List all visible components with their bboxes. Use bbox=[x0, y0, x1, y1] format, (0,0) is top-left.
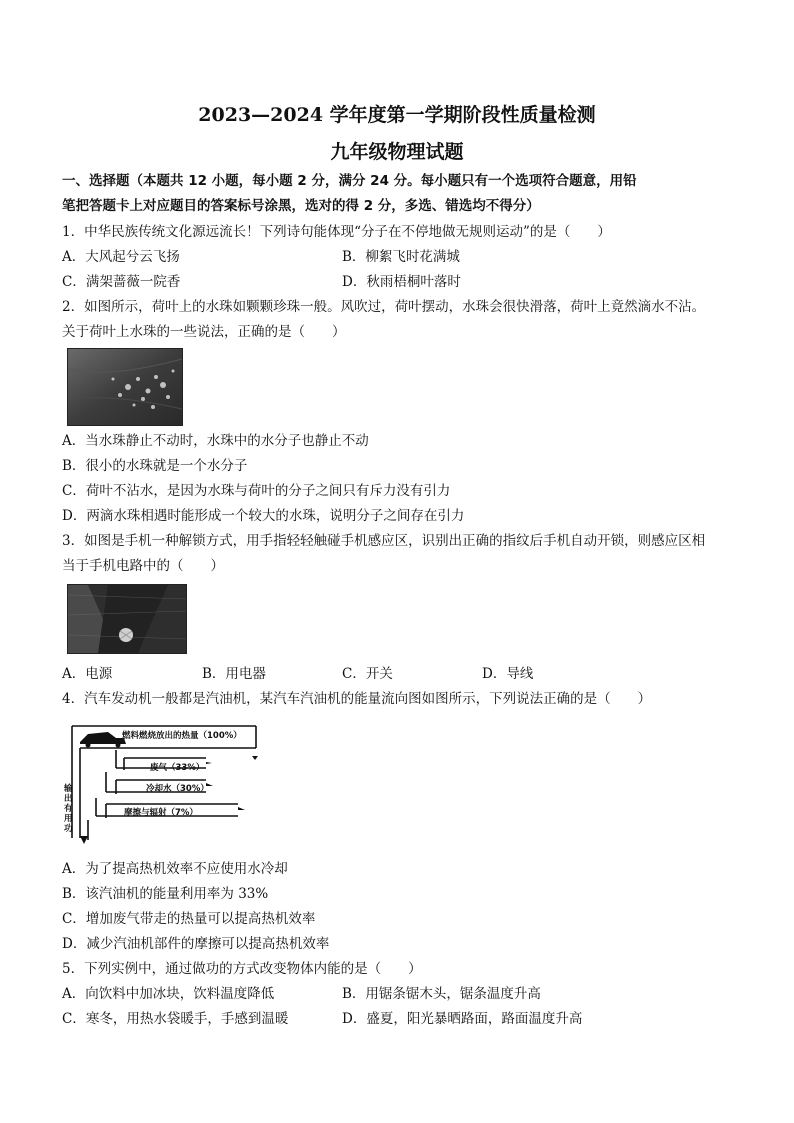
q5-option-c: C．寒冬，用热水袋暖手，手感到温暖 bbox=[62, 1011, 289, 1027]
q4-option-a: A．为了提高热机效率不应使用水冷却 bbox=[62, 861, 288, 877]
car-icon bbox=[80, 732, 126, 748]
q1-option-b: B．柳絮飞时花满城 bbox=[342, 249, 460, 265]
q1-option-a: A．大风起兮云飞扬 bbox=[62, 249, 180, 265]
q2-option-c: C．荷叶不沾水，是因为水珠与荷叶的分子之间只有斥力没有引力 bbox=[62, 483, 451, 499]
q3-option-b: B．用电器 bbox=[202, 666, 266, 682]
q3-option-d: D．导线 bbox=[482, 666, 534, 682]
q3-stem-line2: 当于手机电路中的（ ） bbox=[62, 558, 224, 574]
exam-title: 2023—2024 学年度第一学期阶段性质量检测 bbox=[198, 104, 596, 126]
diagram-friction-label: 摩擦与辐射（7%） bbox=[124, 808, 198, 818]
exam-subtitle: 九年级物理试题 bbox=[330, 141, 464, 163]
diagram-fuel-label: 燃料燃烧放出的热量（100%） bbox=[122, 731, 242, 741]
q2-stem-line1: 2．如图所示，荷叶上的水珠如颗颗珍珠一般。风吹过，荷叶摆动，水珠会很快滑落，荷叶上竟然滴水不沾。 bbox=[62, 299, 706, 315]
q3-option-a: A．电源 bbox=[62, 666, 113, 682]
q4-option-b: B．该汽油机的能量利用率为 33% bbox=[62, 886, 269, 902]
q1-options-row2 bbox=[62, 273, 742, 291]
q5-options-row1 bbox=[62, 985, 742, 1003]
energy-flow-diagram bbox=[66, 720, 266, 850]
q2-option-d: D．两滴水珠相遇时能形成一个较大的水珠，说明分子之间存在引力 bbox=[62, 508, 465, 524]
section-heading-line1: 一、选择题（本题共 12 小题，每小题 2 分，满分 24 分。每小题只有一个选项符合题意，用铅 bbox=[62, 173, 637, 189]
lotus-leaf-water-photo bbox=[67, 348, 183, 426]
q5-option-d: D．盛夏，阳光暴晒路面，路面温度升高 bbox=[342, 1011, 583, 1027]
q1-option-d: D．秋雨梧桐叶落时 bbox=[342, 274, 461, 290]
q1-option-c: C．满架蔷薇一院香 bbox=[62, 274, 181, 290]
q4-option-c: C．增加废气带走的热量可以提高热机效率 bbox=[62, 911, 316, 927]
q3-stem-line1: 3．如图是手机一种解锁方式，用手指轻轻触碰手机感应区，识别出正确的指纹后手机自动开锁，则感应区相 bbox=[62, 533, 706, 549]
q1-stem: 1．中华民族传统文化源远流长！下列诗句能体现“分子在不停地做无规则运动”的是（ ） bbox=[62, 224, 611, 240]
q1-options-row1 bbox=[62, 248, 742, 266]
diagram-coolant-label: 冷却水（30%） bbox=[146, 784, 209, 794]
q5-stem: 5．下列实例中，通过做功的方式改变物体内能的是（ ） bbox=[62, 961, 422, 977]
q5-options-row2 bbox=[62, 1010, 742, 1028]
section-heading-line2: 笔把答题卡上对应题目的答案标号涂黑，选对的得 2 分，多选、错选均不得分） bbox=[62, 198, 540, 214]
phone-fingerprint-photo bbox=[67, 584, 187, 654]
q4-option-d: D．减少汽油机部件的摩擦可以提高热机效率 bbox=[62, 936, 330, 952]
q2-stem-line2: 关于荷叶上水珠的一些说法，正确的是（ ） bbox=[62, 324, 346, 340]
q2-option-a: A．当水珠静止不动时，水珠中的水分子也静止不动 bbox=[62, 433, 369, 449]
q5-option-a: A．向饮料中加冰块，饮料温度降低 bbox=[62, 986, 275, 1002]
diagram-exhaust-label: 废气（33%） bbox=[150, 763, 205, 773]
diagram-output-label: 输出有用功 bbox=[64, 784, 73, 834]
q4-stem: 4．汽车发动机一般都是汽油机，某汽车汽油机的能量流向图如图所示，下列说法正确的是（ ） bbox=[62, 691, 652, 707]
q5-option-b: B．用锯条锯木头，锯条温度升高 bbox=[342, 986, 541, 1002]
q3-option-c: C．开关 bbox=[342, 666, 393, 682]
q2-option-b: B．很小的水珠就是一个水分子 bbox=[62, 458, 248, 474]
